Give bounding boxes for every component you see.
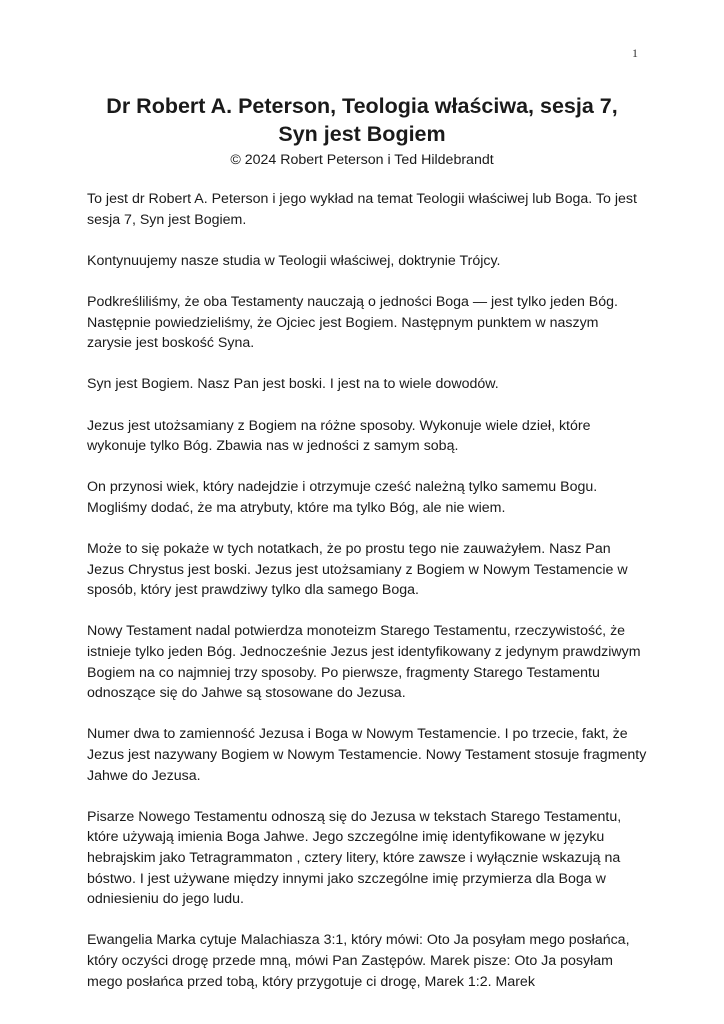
paragraph-1: To jest dr Robert A. Peterson i jego wykład na temat Teologii właściwej lub Boga. To jest sesja 7, Syn jest Bogiem. — [87, 191, 637, 228]
document-body — [87, 189, 647, 1013]
paragraph-2: Kontynuujemy nasze studia w Teologii właściwej, doktrynie Trójcy. — [87, 252, 501, 269]
paragraph-11: Ewangelia Marka cytuje Malachiasza 3:1, który mówi: Oto Ja posyłam mego posłańca, który oczyści drogę przede mną, mówi Pan Zastępów. Marek pisze: Oto Ja posyłam mego posłańca przed tobą, który przygotuje ci drogę, Marek 1:2. Marek — [87, 932, 630, 990]
copyright-line: © 2024 Robert Peterson i Ted Hildebrandt — [230, 152, 494, 168]
title-line-1: Dr Robert A. Peterson, Teologia właściwa, sesja 7, — [106, 94, 618, 118]
paragraph-7: Może to się pokaże w tych notatkach, że po prostu tego nie zauważyłem. Nasz Pan Jezus Chrystus jest boski. Jezus jest utożsamiany z Bogiem w Nowym Testamencie w sposób, który jest prawdziwy tylko dla samego Boga. — [87, 541, 628, 599]
paragraph-9: Numer dwa to zamienność Jezusa i Boga w Nowym Testamencie. I po trzecie, fakt, że Jezus jest nazywany Bogiem w Nowym Testamencie. Nowy Testament stosuje fragmenty Jahwe do Jezusa. — [87, 726, 647, 784]
paragraph-8: Nowy Testament nadal potwierdza monoteizm Starego Testamentu, rzeczywistość, że istnieje tylko jeden Bóg. Jednocześnie Jezus jest identyfikowany z jedynym prawdziwym Bogiem na co najmniej trzy sposoby. Po pierwsze, fragmenty Starego Testamentu odnoszące się do Jahwe są stosowane do Jezusa. — [87, 623, 641, 702]
document-title — [60, 92, 664, 148]
paragraph-6: On przynosi wiek, który nadejdzie i otrzymuje cześć należną tylko samemu Bogu. Mogliśmy dodać, że ma atrybuty, które ma tylko Bóg, ale nie wiem. — [87, 479, 598, 516]
paragraph-4: Syn jest Bogiem. Nasz Pan jest boski. I jest na to wiele dowodów. — [87, 376, 499, 393]
paragraph-3: Podkreśliliśmy, że oba Testamenty nauczają o jedności Boga — jest tylko jeden Bóg. Następnie powiedzieliśmy, że Ojciec jest Bogiem. Następnym punktem w naszym zarysie jest boskość Syna. — [87, 293, 618, 352]
title-line-2: Syn jest Bogiem — [278, 122, 446, 146]
paragraph-5: Jezus jest utożsamiany z Bogiem na różne sposoby. Wykonuje wiele dzieł, które wykonuje tylko Bóg. Zbawia nas w jedności z samym sobą. — [87, 417, 591, 455]
page-number: 1 — [632, 46, 638, 60]
paragraph-10: Pisarze Nowego Testamentu odnoszą się do Jezusa w tekstach Starego Testamentu, które używają imienia Boga Jahwe. Jego szczególne imię identyfikowane w języku hebrajskim jako Tetragrammaton , cztery litery, które zawsze i wyłącznie wskazują na bóstwo. I jest używane między innymi jako szczególne imię przymierza dla Boga w odniesieniu do jego ludu. — [87, 808, 622, 908]
